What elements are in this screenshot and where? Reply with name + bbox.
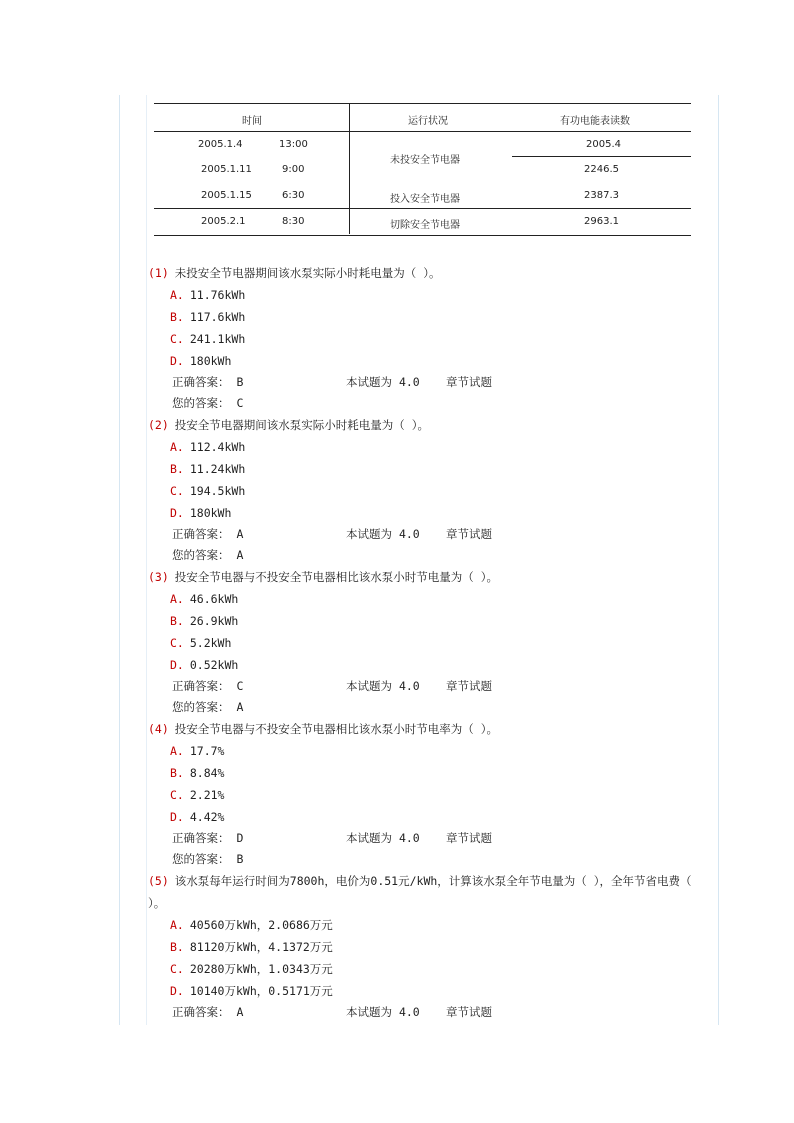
- chapter-tag: 章节试题: [446, 1005, 492, 1019]
- correct-answer-value: A: [236, 1005, 244, 1019]
- question-text: [148, 414, 708, 436]
- row-clock: 13:00: [279, 139, 308, 150]
- question-text: [148, 262, 708, 284]
- option-c[interactable]: [148, 480, 708, 502]
- status-label: 未投安全节电器: [390, 155, 460, 166]
- question-number: (3): [148, 570, 169, 584]
- correct-answer-row: [148, 372, 708, 393]
- option-letter: C.: [170, 332, 184, 346]
- question-item: [148, 870, 708, 1023]
- option-a[interactable]: [148, 914, 708, 936]
- question-item: [148, 718, 708, 870]
- row-date: 2005.1.4: [198, 139, 243, 150]
- header-time: 时间: [242, 116, 262, 127]
- option-text: 194.5kWh: [189, 484, 246, 498]
- option-b[interactable]: [148, 306, 708, 328]
- option-b[interactable]: [148, 936, 708, 958]
- option-letter: B.: [170, 940, 184, 954]
- question-text: [148, 870, 708, 914]
- row-reading: 2387.3: [584, 190, 619, 201]
- header-divider: [154, 131, 691, 132]
- question-list: [148, 262, 708, 1023]
- option-text: 40560万kWh，2.0686万元: [189, 918, 333, 932]
- row-clock: 6:30: [282, 190, 305, 201]
- your-answer-value: A: [236, 548, 244, 562]
- correct-answer-row: [148, 1002, 708, 1023]
- status-label: 切除安全节电器: [390, 220, 460, 231]
- row-clock: 8:30: [282, 216, 305, 227]
- option-text: 10140万kWh，0.5171万元: [189, 984, 333, 998]
- option-d[interactable]: [148, 654, 708, 676]
- option-d[interactable]: [148, 502, 708, 524]
- row-reading: 2005.4: [586, 139, 621, 150]
- option-text: 241.1kWh: [189, 332, 246, 346]
- correct-answer-value: C: [236, 679, 244, 693]
- question-number: (5): [148, 874, 169, 888]
- question-item: [148, 262, 708, 414]
- option-letter: C.: [170, 636, 184, 650]
- page-frame-inner-left: [146, 95, 147, 1025]
- option-text: 17.7%: [189, 744, 225, 758]
- your-answer-value: B: [236, 852, 244, 866]
- option-d[interactable]: [148, 806, 708, 828]
- option-text: 11.24kWh: [189, 462, 246, 476]
- option-letter: C.: [170, 484, 184, 498]
- option-a[interactable]: [148, 284, 708, 306]
- question-stem: 未投安全节电器期间该水泵实际小时耗电量为（ ）。: [174, 266, 441, 280]
- correct-answer-row: [148, 676, 708, 697]
- correct-answer-label: 正确答案：: [172, 831, 230, 845]
- meter-reading-table: [154, 103, 691, 236]
- your-answer-row: [148, 697, 708, 718]
- your-answer-label: 您的答案：: [172, 700, 230, 714]
- option-letter: A.: [170, 288, 184, 302]
- row-reading: 2963.1: [584, 216, 619, 227]
- option-letter: B.: [170, 766, 184, 780]
- option-text: 26.9kWh: [189, 614, 239, 628]
- your-answer-row: [148, 849, 708, 870]
- correct-answer-label: 正确答案：: [172, 1005, 230, 1019]
- option-b[interactable]: [148, 610, 708, 632]
- option-d[interactable]: [148, 980, 708, 1002]
- option-text: 2.21%: [189, 788, 225, 802]
- question-item: [148, 566, 708, 718]
- option-letter: A.: [170, 592, 184, 606]
- question-number: (1): [148, 266, 169, 280]
- option-text: 180kWh: [189, 506, 232, 520]
- option-letter: A.: [170, 440, 184, 454]
- row-clock: 9:00: [282, 164, 305, 175]
- option-letter: C.: [170, 962, 184, 976]
- correct-answer-value: D: [236, 831, 244, 845]
- option-text: 180kWh: [189, 354, 232, 368]
- your-answer-label: 您的答案：: [172, 852, 230, 866]
- page-frame-left: [119, 95, 120, 1025]
- option-b[interactable]: [148, 762, 708, 784]
- option-letter: A.: [170, 744, 184, 758]
- chapter-tag: 章节试题: [446, 375, 492, 389]
- question-text: [148, 718, 708, 740]
- correct-answer-label: 正确答案：: [172, 679, 230, 693]
- row-date: 2005.2.1: [201, 216, 246, 227]
- correct-answer-row: [148, 828, 708, 849]
- header-status: 运行状况: [408, 116, 448, 127]
- option-c[interactable]: [148, 784, 708, 806]
- score-info: 本试题为 4.0: [346, 1005, 420, 1019]
- option-text: 0.52kWh: [189, 658, 239, 672]
- correct-answer-row: [148, 524, 708, 545]
- option-letter: D.: [170, 658, 184, 672]
- score-info: 本试题为 4.0: [346, 679, 420, 693]
- option-text: 5.2kWh: [189, 636, 232, 650]
- question-stem: 投安全节电器期间该水泵实际小时耗电量为（ ）。: [174, 418, 429, 432]
- option-letter: B.: [170, 462, 184, 476]
- correct-answer-value: A: [236, 527, 244, 541]
- your-answer-row: [148, 393, 708, 414]
- column-divider: [349, 104, 350, 234]
- your-answer-label: 您的答案：: [172, 548, 230, 562]
- chapter-tag: 章节试题: [446, 679, 492, 693]
- your-answer-row: [148, 545, 708, 566]
- row-divider: [154, 208, 691, 209]
- option-text: 11.76kWh: [189, 288, 246, 302]
- chapter-tag: 章节试题: [446, 831, 492, 845]
- chapter-tag: 章节试题: [446, 527, 492, 541]
- option-letter: D.: [170, 984, 184, 998]
- correct-answer-label: 正确答案：: [172, 527, 230, 541]
- correct-answer-label: 正确答案：: [172, 375, 230, 389]
- option-letter: D.: [170, 354, 184, 368]
- option-text: 8.84%: [189, 766, 225, 780]
- page-frame-right: [718, 95, 719, 1025]
- question-number: (4): [148, 722, 169, 736]
- question-stem: 该水泵每年运行时间为7800h，电价为0.51元/kWh，计算该水泵全年节电量为（ ），全年节省电费（ ）。: [148, 874, 692, 910]
- header-reading: 有功电能表读数: [560, 116, 630, 127]
- option-a[interactable]: [148, 740, 708, 762]
- question-stem: 投安全节电器与不投安全节电器相比该水泵小时节电率为（ ）。: [174, 722, 498, 736]
- option-text: 112.4kWh: [189, 440, 246, 454]
- option-letter: D.: [170, 506, 184, 520]
- correct-answer-value: B: [236, 375, 244, 389]
- option-a[interactable]: [148, 588, 708, 610]
- your-answer-value: A: [236, 700, 244, 714]
- question-text: [148, 566, 708, 588]
- row-divider: [512, 156, 691, 157]
- option-letter: B.: [170, 310, 184, 324]
- option-d[interactable]: [148, 350, 708, 372]
- option-text: 117.6kWh: [189, 310, 246, 324]
- score-info: 本试题为 4.0: [346, 831, 420, 845]
- question-item: [148, 414, 708, 566]
- option-text: 20280万kWh，1.0343万元: [189, 962, 333, 976]
- your-answer-value: C: [236, 396, 244, 410]
- option-letter: C.: [170, 788, 184, 802]
- option-b[interactable]: [148, 458, 708, 480]
- score-info: 本试题为 4.0: [346, 375, 420, 389]
- question-number: (2): [148, 418, 169, 432]
- status-label: 投入安全节电器: [390, 194, 460, 205]
- option-letter: A.: [170, 918, 184, 932]
- option-text: 4.42%: [189, 810, 225, 824]
- option-letter: D.: [170, 810, 184, 824]
- option-text: 46.6kWh: [189, 592, 239, 606]
- option-a[interactable]: [148, 436, 708, 458]
- your-answer-label: 您的答案：: [172, 396, 230, 410]
- option-text: 81120万kWh，4.1372万元: [189, 940, 333, 954]
- option-c[interactable]: [148, 958, 708, 980]
- row-date: 2005.1.11: [201, 164, 252, 175]
- row-reading: 2246.5: [584, 164, 619, 175]
- score-info: 本试题为 4.0: [346, 527, 420, 541]
- option-c[interactable]: [148, 328, 708, 350]
- option-c[interactable]: [148, 632, 708, 654]
- option-letter: B.: [170, 614, 184, 628]
- row-date: 2005.1.15: [201, 190, 252, 201]
- question-stem: 投安全节电器与不投安全节电器相比该水泵小时节电量为（ ）。: [174, 570, 498, 584]
